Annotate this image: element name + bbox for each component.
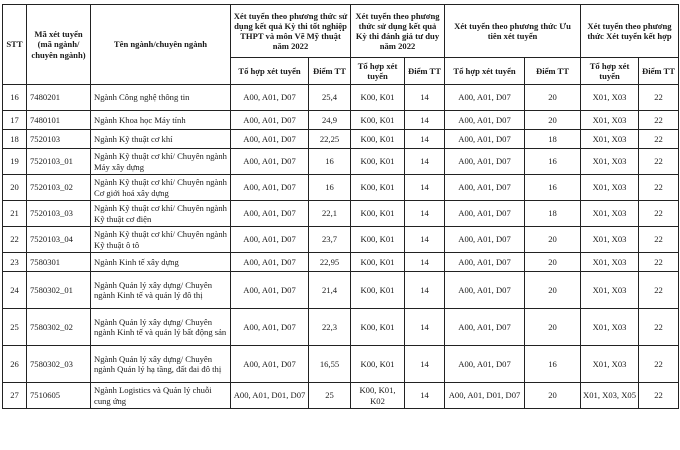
method-1-header: Xét tuyển theo phương thức sử dụng kết quả Kỳ thi tốt nghiệp THPT và môn Vẽ Mỹ thuật năm 2022 — [231, 5, 351, 58]
score-4-cell: 22 — [639, 130, 679, 149]
major-name-cell: Ngành Logistics và Quản lý chuỗi cung ứng — [91, 383, 231, 409]
score-3-cell: 16 — [525, 149, 581, 175]
score-2-cell: 14 — [405, 272, 445, 309]
score-2-cell: 14 — [405, 383, 445, 409]
method-4-header: Xét tuyển theo phương thức Xét tuyển kết hợp — [581, 5, 679, 58]
table-row — [3, 111, 679, 130]
table-row — [3, 383, 679, 409]
combo-4-cell: X01, X03 — [581, 346, 639, 383]
major-name-cell: Ngành Kinh tế xây dựng — [91, 253, 231, 272]
combo-3-cell: A00, A01, D07 — [445, 272, 525, 309]
combo-3-cell: A00, A01, D07 — [445, 130, 525, 149]
combo-2-cell: K00, K01 — [351, 130, 405, 149]
combo-4-cell: X01, X03 — [581, 149, 639, 175]
stt-cell: 23 — [3, 253, 27, 272]
combo-1-cell: A00, A01, D07 — [231, 346, 309, 383]
combo-1-cell: A00, A01, D01, D07 — [231, 383, 309, 409]
combo-1-cell: A00, A01, D07 — [231, 227, 309, 253]
score-4-cell: 22 — [639, 309, 679, 346]
score-1-cell: 22,3 — [309, 309, 351, 346]
table-row — [3, 149, 679, 175]
code-cell: 7520103_04 — [27, 227, 91, 253]
score-4-cell: 22 — [639, 383, 679, 409]
combo-1-cell: A00, A01, D07 — [231, 85, 309, 111]
combo-2-cell: K00, K01 — [351, 111, 405, 130]
score-2-cell: 14 — [405, 175, 445, 201]
combo-1-cell: A00, A01, D07 — [231, 272, 309, 309]
score-1-cell: 22,95 — [309, 253, 351, 272]
combo-2-cell: K00, K01 — [351, 175, 405, 201]
combo-2-cell: K00, K01 — [351, 309, 405, 346]
combo-4-cell: X01, X03 — [581, 130, 639, 149]
stt-cell: 21 — [3, 201, 27, 227]
score-1-cell: 22,25 — [309, 130, 351, 149]
score-2-cell: 14 — [405, 111, 445, 130]
score-3-cell: 20 — [525, 111, 581, 130]
score-header: Điểm TT — [525, 58, 581, 85]
combo-2-cell: K00, K01 — [351, 346, 405, 383]
score-4-cell: 22 — [639, 149, 679, 175]
combo-4-cell: X01, X03 — [581, 175, 639, 201]
combo-4-cell: X01, X03 — [581, 227, 639, 253]
combo-1-cell: A00, A01, D07 — [231, 130, 309, 149]
score-3-cell: 18 — [525, 130, 581, 149]
combo-4-cell: X01, X03, X05 — [581, 383, 639, 409]
score-3-cell: 20 — [525, 272, 581, 309]
code-cell: 7580302_01 — [27, 272, 91, 309]
code-cell: 7580302_02 — [27, 309, 91, 346]
stt-cell: 19 — [3, 149, 27, 175]
score-1-cell: 25 — [309, 383, 351, 409]
combo-1-cell: A00, A01, D07 — [231, 175, 309, 201]
code-cell: 7520103_02 — [27, 175, 91, 201]
score-2-cell: 14 — [405, 227, 445, 253]
combo-3-cell: A00, A01, D07 — [445, 346, 525, 383]
admission-score-table — [2, 4, 679, 409]
score-3-cell: 20 — [525, 253, 581, 272]
score-1-cell: 16 — [309, 175, 351, 201]
score-3-cell: 20 — [525, 309, 581, 346]
score-1-cell: 22,1 — [309, 201, 351, 227]
code-cell: 7520103_01 — [27, 149, 91, 175]
score-header: Điểm TT — [639, 58, 679, 85]
major-name-cell: Ngành Quản lý xây dựng/ Chuyên ngành Quản lý hạ tầng, đất đai đô thị — [91, 346, 231, 383]
stt-cell: 18 — [3, 130, 27, 149]
stt-cell: 24 — [3, 272, 27, 309]
major-header: Tên ngành/chuyên ngành — [91, 5, 231, 85]
table-body — [3, 85, 679, 409]
major-name-cell: Ngành Khoa học Máy tính — [91, 111, 231, 130]
table-row — [3, 130, 679, 149]
combo-header: Tổ hợp xét tuyển — [581, 58, 639, 85]
combo-header: Tổ hợp xét tuyển — [445, 58, 525, 85]
score-2-cell: 14 — [405, 85, 445, 111]
score-2-cell: 14 — [405, 309, 445, 346]
table-row — [3, 309, 679, 346]
score-2-cell: 14 — [405, 201, 445, 227]
stt-cell: 20 — [3, 175, 27, 201]
major-name-cell: Ngành Kỹ thuật cơ khí/ Chuyên ngành Cơ giới hoá xây dựng — [91, 175, 231, 201]
combo-3-cell: A00, A01, D07 — [445, 227, 525, 253]
combo-3-cell: A00, A01, D07 — [445, 201, 525, 227]
score-4-cell: 22 — [639, 201, 679, 227]
table-row — [3, 175, 679, 201]
score-3-cell: 18 — [525, 201, 581, 227]
combo-4-cell: X01, X03 — [581, 309, 639, 346]
stt-cell: 17 — [3, 111, 27, 130]
score-3-cell: 20 — [525, 227, 581, 253]
score-2-cell: 14 — [405, 149, 445, 175]
score-1-cell: 24,9 — [309, 111, 351, 130]
score-header: Điểm TT — [405, 58, 445, 85]
combo-2-cell: K00, K01 — [351, 149, 405, 175]
combo-3-cell: A00, A01, D01, D07 — [445, 383, 525, 409]
combo-4-cell: X01, X03 — [581, 85, 639, 111]
table-row — [3, 346, 679, 383]
code-cell: 7520103_03 — [27, 201, 91, 227]
major-name-cell: Ngành Công nghệ thông tin — [91, 85, 231, 111]
score-1-cell: 16,55 — [309, 346, 351, 383]
combo-3-cell: A00, A01, D07 — [445, 309, 525, 346]
major-name-cell: Ngành Kỹ thuật cơ khí/ Chuyên ngành Kỹ thuật ô tô — [91, 227, 231, 253]
score-2-cell: 14 — [405, 253, 445, 272]
stt-cell: 27 — [3, 383, 27, 409]
combo-2-cell: K00, K01 — [351, 227, 405, 253]
combo-3-cell: A00, A01, D07 — [445, 149, 525, 175]
code-cell: 7580301 — [27, 253, 91, 272]
score-4-cell: 22 — [639, 111, 679, 130]
score-2-cell: 14 — [405, 130, 445, 149]
score-4-cell: 22 — [639, 253, 679, 272]
table-row — [3, 85, 679, 111]
code-cell: 7480101 — [27, 111, 91, 130]
score-1-cell: 23,7 — [309, 227, 351, 253]
score-4-cell: 22 — [639, 85, 679, 111]
table-row — [3, 227, 679, 253]
combo-1-cell: A00, A01, D07 — [231, 111, 309, 130]
combo-4-cell: X01, X03 — [581, 111, 639, 130]
combo-4-cell: X01, X03 — [581, 253, 639, 272]
stt-cell: 16 — [3, 85, 27, 111]
code-cell: 7480201 — [27, 85, 91, 111]
code-cell: 7580302_03 — [27, 346, 91, 383]
score-1-cell: 25,4 — [309, 85, 351, 111]
method-3-header: Xét tuyển theo phương thức Ưu tiên xét tuyển — [445, 5, 581, 58]
table-row — [3, 253, 679, 272]
score-3-cell: 20 — [525, 383, 581, 409]
combo-3-cell: A00, A01, D07 — [445, 175, 525, 201]
combo-2-cell: K00, K01 — [351, 201, 405, 227]
stt-cell: 26 — [3, 346, 27, 383]
method-2-header: Xét tuyển theo phương thức sử dụng kết quả Kỳ thi đánh giá tư duy năm 2022 — [351, 5, 445, 58]
score-4-cell: 22 — [639, 272, 679, 309]
combo-2-cell: K00, K01 — [351, 253, 405, 272]
code-cell: 7520103 — [27, 130, 91, 149]
code-header: Mã xét tuyển (mã ngành/ chuyên ngành) — [27, 5, 91, 85]
score-1-cell: 16 — [309, 149, 351, 175]
combo-2-cell: K00, K01 — [351, 272, 405, 309]
combo-3-cell: A00, A01, D07 — [445, 253, 525, 272]
major-name-cell: Ngành Quản lý xây dựng/ Chuyên ngành Kinh tế và quản lý đô thị — [91, 272, 231, 309]
combo-4-cell: X01, X03 — [581, 201, 639, 227]
combo-2-cell: K00, K01 — [351, 85, 405, 111]
code-cell: 7510605 — [27, 383, 91, 409]
combo-1-cell: A00, A01, D07 — [231, 201, 309, 227]
stt-cell: 25 — [3, 309, 27, 346]
score-3-cell: 16 — [525, 175, 581, 201]
score-2-cell: 14 — [405, 346, 445, 383]
combo-3-cell: A00, A01, D07 — [445, 85, 525, 111]
score-4-cell: 22 — [639, 227, 679, 253]
score-header: Điểm TT — [309, 58, 351, 85]
combo-2-cell: K00, K01, K02 — [351, 383, 405, 409]
score-4-cell: 22 — [639, 346, 679, 383]
combo-header: Tổ hợp xét tuyển — [231, 58, 309, 85]
stt-header: STT — [3, 5, 27, 85]
major-name-cell: Ngành Quản lý xây dựng/ Chuyên ngành Kinh tế và quản lý bất động sản — [91, 309, 231, 346]
combo-1-cell: A00, A01, D07 — [231, 309, 309, 346]
stt-cell: 22 — [3, 227, 27, 253]
score-1-cell: 21,4 — [309, 272, 351, 309]
combo-3-cell: A00, A01, D07 — [445, 111, 525, 130]
major-name-cell: Ngành Kỹ thuật cơ khí — [91, 130, 231, 149]
major-name-cell: Ngành Kỹ thuật cơ khí/ Chuyên ngành Máy xây dựng — [91, 149, 231, 175]
major-name-cell: Ngành Kỹ thuật cơ khí/ Chuyên ngành Kỹ thuật cơ điện — [91, 201, 231, 227]
score-4-cell: 22 — [639, 175, 679, 201]
table-header — [3, 5, 679, 85]
table-row — [3, 201, 679, 227]
score-3-cell: 20 — [525, 85, 581, 111]
table-row — [3, 272, 679, 309]
combo-1-cell: A00, A01, D07 — [231, 253, 309, 272]
score-3-cell: 16 — [525, 346, 581, 383]
combo-header: Tổ hợp xét tuyển — [351, 58, 405, 85]
combo-1-cell: A00, A01, D07 — [231, 149, 309, 175]
combo-4-cell: X01, X03 — [581, 272, 639, 309]
